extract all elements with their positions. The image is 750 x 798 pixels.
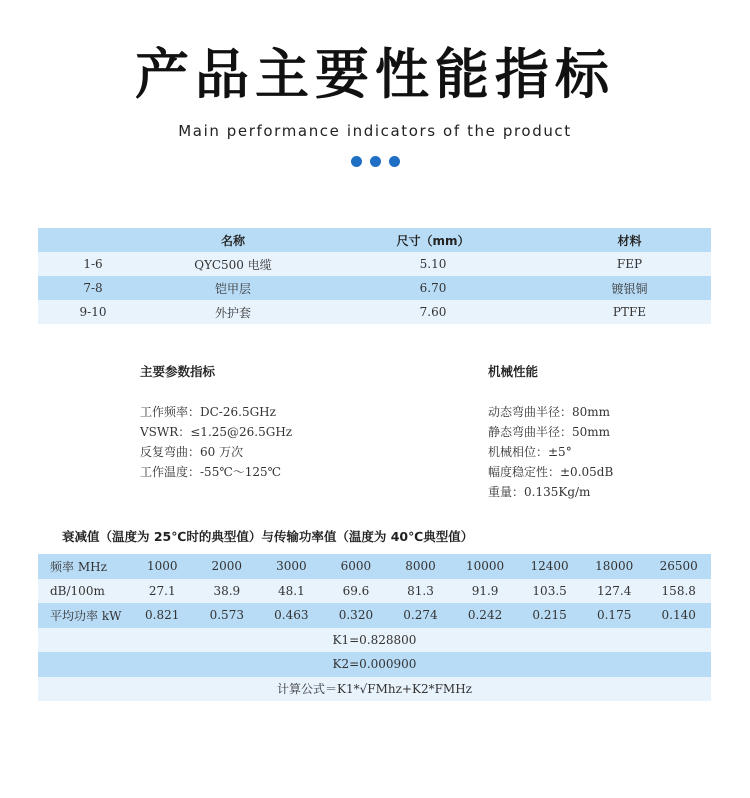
table-cell: 1000 bbox=[146, 559, 178, 574]
table-cell: QYC500 电缆 bbox=[194, 257, 272, 272]
table-cell: 外护套 bbox=[214, 305, 251, 320]
mech-line: 动态弯曲半径：80mm bbox=[488, 405, 611, 419]
mech-line: 幅度稳定性：±0.05dB bbox=[488, 465, 614, 479]
table-cell: 12400 bbox=[530, 559, 569, 574]
table-cell: 103.5 bbox=[532, 583, 567, 598]
dot-icon bbox=[389, 156, 400, 167]
row-label: 频率 MHz bbox=[50, 559, 107, 574]
table-row bbox=[38, 300, 711, 324]
freq-row bbox=[38, 554, 711, 579]
table-cell: 0.242 bbox=[467, 608, 503, 623]
dot-icon bbox=[370, 156, 381, 167]
k1-row bbox=[38, 628, 711, 653]
materials-table bbox=[38, 228, 711, 324]
table-cell: 18000 bbox=[595, 559, 634, 574]
k2-value: K2=0.000900 bbox=[332, 657, 417, 672]
table-cell: 3000 bbox=[276, 559, 307, 574]
main-parameters bbox=[140, 362, 292, 482]
table-cell: 1-6 bbox=[83, 257, 103, 271]
table-cell: FEP bbox=[616, 257, 643, 271]
param-line: VSWR：≤1.25@26.5GHz bbox=[140, 425, 293, 439]
table-cell: 2000 bbox=[211, 559, 243, 574]
row-label: 平均功率 kW bbox=[50, 608, 122, 623]
mech-line: 重量：0.135Kg/m bbox=[488, 485, 591, 499]
table-cell: 7-8 bbox=[83, 281, 103, 295]
formula-text: 计算公式＝K1*√FMhz+K2*FMHz bbox=[277, 682, 472, 697]
param-line: 反复弯曲：60 万次 bbox=[140, 445, 244, 459]
table-cell: 81.3 bbox=[407, 583, 434, 598]
table-cell: 127.4 bbox=[596, 583, 632, 598]
dot-icon bbox=[351, 156, 362, 167]
mech-line: 静态弯曲半径：50mm bbox=[488, 425, 611, 439]
mechanical-properties bbox=[488, 362, 613, 502]
page-title: 产品主要性能指标 bbox=[135, 43, 615, 106]
header-cell-name: 名称 bbox=[220, 233, 245, 248]
decorative-dots bbox=[0, 152, 750, 171]
table-cell: 铠甲层 bbox=[214, 281, 251, 296]
table-cell: 69.6 bbox=[342, 583, 370, 598]
table-cell: 6000 bbox=[340, 559, 372, 574]
row-label: dB/100m bbox=[50, 583, 105, 598]
table-cell: 0.140 bbox=[661, 608, 696, 623]
header-cell-size: 尺寸（mm） bbox=[396, 233, 470, 248]
power-row bbox=[38, 603, 711, 628]
table-cell: 26500 bbox=[659, 559, 698, 574]
table-cell: 0.320 bbox=[338, 608, 374, 623]
table-cell: 6.70 bbox=[419, 281, 447, 295]
table-cell: 0.215 bbox=[532, 608, 567, 623]
section-title: 机械性能 bbox=[488, 364, 539, 379]
table-cell: 0.573 bbox=[209, 608, 244, 623]
table-cell: PTFE bbox=[612, 305, 647, 319]
page-subtitle: Main performance indicators of the product bbox=[178, 122, 572, 140]
table-header-row bbox=[38, 228, 711, 252]
formula-row bbox=[38, 677, 711, 702]
table-cell: 158.8 bbox=[661, 583, 696, 598]
table-cell: 镀银铜 bbox=[611, 281, 648, 296]
table-cell: 0.175 bbox=[596, 608, 632, 623]
table-cell: 7.60 bbox=[419, 305, 447, 319]
table-cell: 5.10 bbox=[419, 257, 447, 271]
param-line: 工作温度：-55℃～125℃ bbox=[140, 465, 282, 479]
table-cell: 48.1 bbox=[278, 583, 305, 598]
table-cell: 9-10 bbox=[79, 305, 107, 319]
attenuation-title: 衰减值（温度为 25℃时的典型值）与传输功率值（温度为 40℃典型值） bbox=[62, 529, 474, 544]
header-cell-material: 材料 bbox=[617, 233, 642, 248]
table-cell: 0.274 bbox=[403, 608, 438, 623]
table-cell: 0.821 bbox=[145, 608, 180, 623]
table-cell: 0.463 bbox=[274, 608, 309, 623]
section-title: 主要参数指标 bbox=[140, 364, 216, 379]
k1-value: K1=0.828800 bbox=[332, 632, 417, 647]
mech-line: 机械相位：±5° bbox=[488, 445, 572, 459]
table-cell: 27.1 bbox=[148, 583, 176, 598]
table-cell: 91.9 bbox=[471, 583, 499, 598]
table-cell: 10000 bbox=[465, 559, 505, 574]
db-row bbox=[38, 579, 711, 604]
table-row bbox=[38, 252, 711, 276]
table-cell: 8000 bbox=[405, 559, 436, 574]
attenuation-table bbox=[38, 554, 711, 701]
table-cell: 38.9 bbox=[213, 583, 241, 598]
param-line: 工作频率：DC-26.5GHz bbox=[140, 405, 276, 419]
k2-row bbox=[38, 652, 711, 677]
table-row bbox=[38, 276, 711, 300]
